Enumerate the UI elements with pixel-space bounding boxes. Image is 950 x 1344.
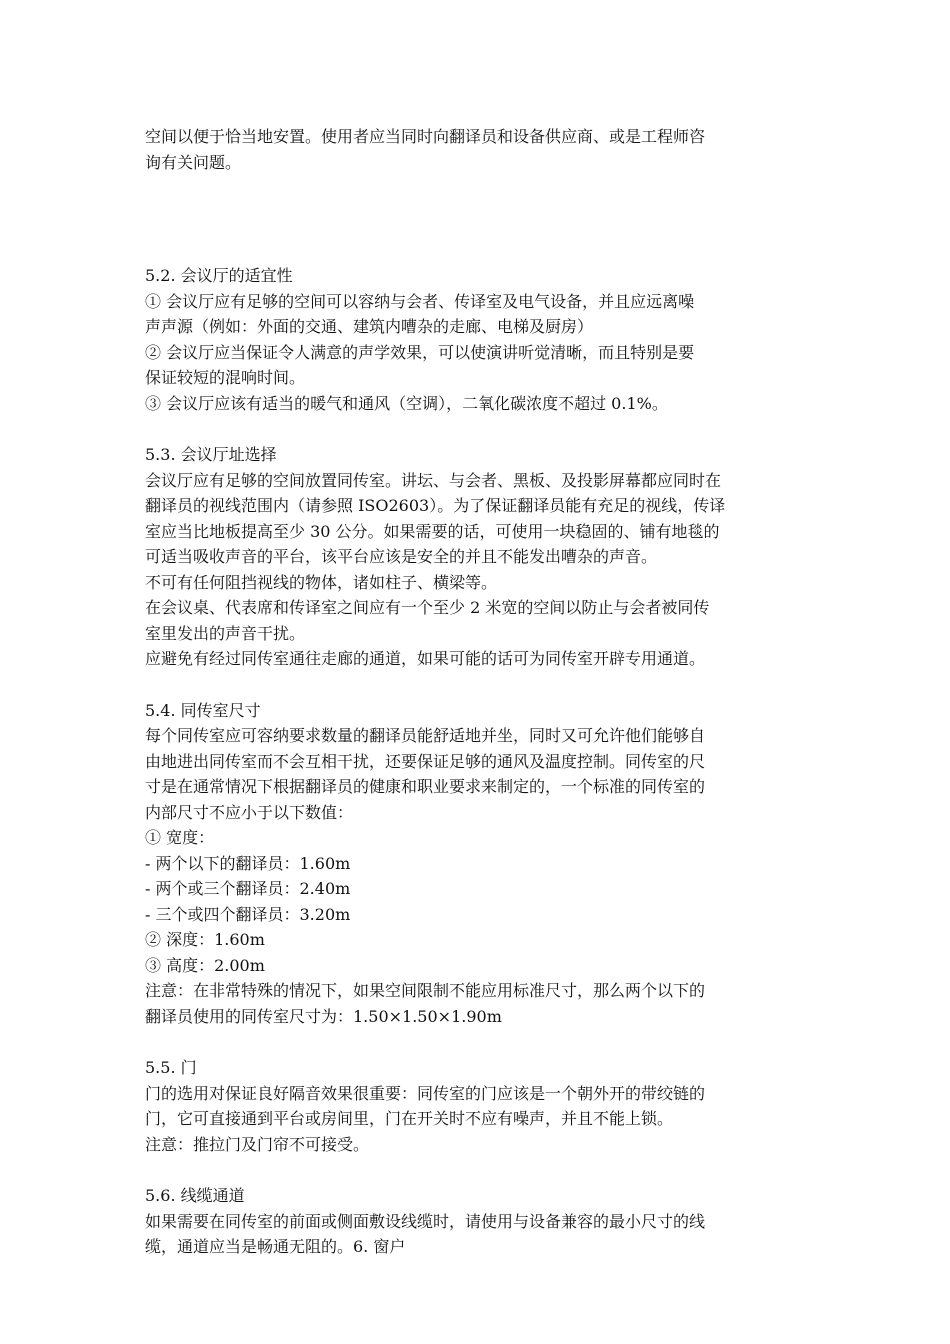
section-5-4	[145, 698, 810, 1030]
text-line: 寸是在通常情况下根据翻译员的健康和职业要求来制定的，一个标准的同传室的	[145, 777, 706, 796]
section-heading: 5.2. 会议厅的适宜性	[145, 266, 293, 285]
text-line: ③ 会议厅应该有适当的暖气和通风（空调），二氧化碳浓度不超过 0.1%。	[145, 393, 668, 413]
text-line: 门的选用对保证良好隔音效果很重要：同传室的门应该是一个朝外开的带绞链的	[145, 1083, 706, 1103]
text-line: 声声源（例如：外面的交通、建筑内嘈杂的走廊、电梯及厨房）	[145, 317, 594, 336]
spacer	[145, 416, 810, 442]
text-line: 缆，通道应当是畅通无阻的。6. 窗户	[145, 1237, 406, 1256]
text-line: - 两个以下的翻译员：1.60m	[145, 853, 351, 873]
text-line: 保证较短的混响时间。	[145, 368, 306, 387]
text-line: - 两个或三个翻译员：2.40m	[145, 879, 351, 898]
text-line: 询有关问题。	[145, 152, 242, 172]
document-page	[145, 124, 810, 1260]
text-line: ③ 高度：2.00m	[145, 955, 265, 975]
text-line: 可适当吸收声音的平台，该平台应该是安全的并且不能发出嘈杂的声音。	[145, 547, 658, 566]
text-line: 室里发出的声音干扰。	[145, 623, 306, 643]
text-line: 由地进出同传室而不会互相干扰，还要保证足够的通风及温度控制。同传室的尺	[145, 751, 706, 771]
text-line: 应避免有经过同传室通往走廊的通道，如果可能的话可为同传室开辟专用通道。	[145, 649, 706, 668]
text-line: ① 宽度：	[145, 828, 215, 847]
text-line: 空间以便于恰当地安置。使用者应当同时向翻译员和设备供应商、或是工程师咨	[145, 127, 706, 146]
text-line: 会议厅应有足够的空间放置同传室。讲坛、与会者、黑板、及投影屏幕都应同时在	[145, 470, 722, 490]
text-line: ① 会议厅应有足够的空间可以容纳与会者、传译室及电气设备，并且应远离噪	[145, 291, 695, 311]
text-line: 注意：在非常特殊的情况下，如果空间限制不能应用标准尺寸，那么两个以下的	[145, 981, 706, 1000]
text-line: ② 深度：1.60m	[145, 930, 265, 949]
section-5-6	[145, 1183, 810, 1260]
text-line: 如果需要在同传室的前面或侧面敷设线缆时，请使用与设备兼容的最小尺寸的线	[145, 1211, 706, 1231]
text-line: 每个同传室应可容纳要求数量的翻译员能舒适地并坐，同时又可允许他们能够自	[145, 726, 706, 745]
text-line: 内部尺寸不应小于以下数值：	[145, 802, 354, 822]
section-5-3	[145, 442, 810, 672]
spacer	[145, 1029, 810, 1055]
text-line: 不可有任何阻挡视线的物体，诸如柱子、横梁等。	[145, 572, 498, 592]
text-line: 翻译员使用的同传室尺寸为：1.50×1.50×1.90m	[145, 1006, 502, 1026]
text-line: 室应当比地板提高至少 30 公分。如果需要的话，可使用一块稳固的、铺有地毯的	[145, 521, 720, 541]
intro-paragraph	[145, 124, 810, 175]
section-5-2	[145, 263, 810, 416]
text-line: - 三个或四个翻译员：3.20m	[145, 904, 351, 924]
text-line: 翻译员的视线范围内（请参照 ISO2603）。为了保证翻译员能有充足的视线，传译	[145, 496, 726, 515]
spacer	[145, 672, 810, 698]
section-heading: 5.5. 门	[145, 1058, 197, 1077]
spacer	[145, 1157, 810, 1183]
section-5-5	[145, 1055, 810, 1157]
section-heading: 5.6. 线缆通道	[145, 1186, 245, 1205]
section-heading: 5.4. 同传室尺寸	[145, 700, 261, 720]
text-line: 门，它可直接通到平台或房间里，门在开关时不应有噪声，并且不能上锁。	[145, 1109, 674, 1128]
text-line: ② 会议厅应当保证令人满意的声学效果，可以使演讲听觉清晰，而且特别是要	[145, 342, 695, 362]
spacer	[145, 175, 810, 263]
section-heading: 5.3. 会议厅址选择	[145, 445, 277, 464]
text-line: 在会议桌、代表席和传译室之间应有一个至少 2 米宽的空间以防止与会者被同传	[145, 598, 710, 617]
text-line: 注意：推拉门及门帘不可接受。	[145, 1134, 370, 1154]
